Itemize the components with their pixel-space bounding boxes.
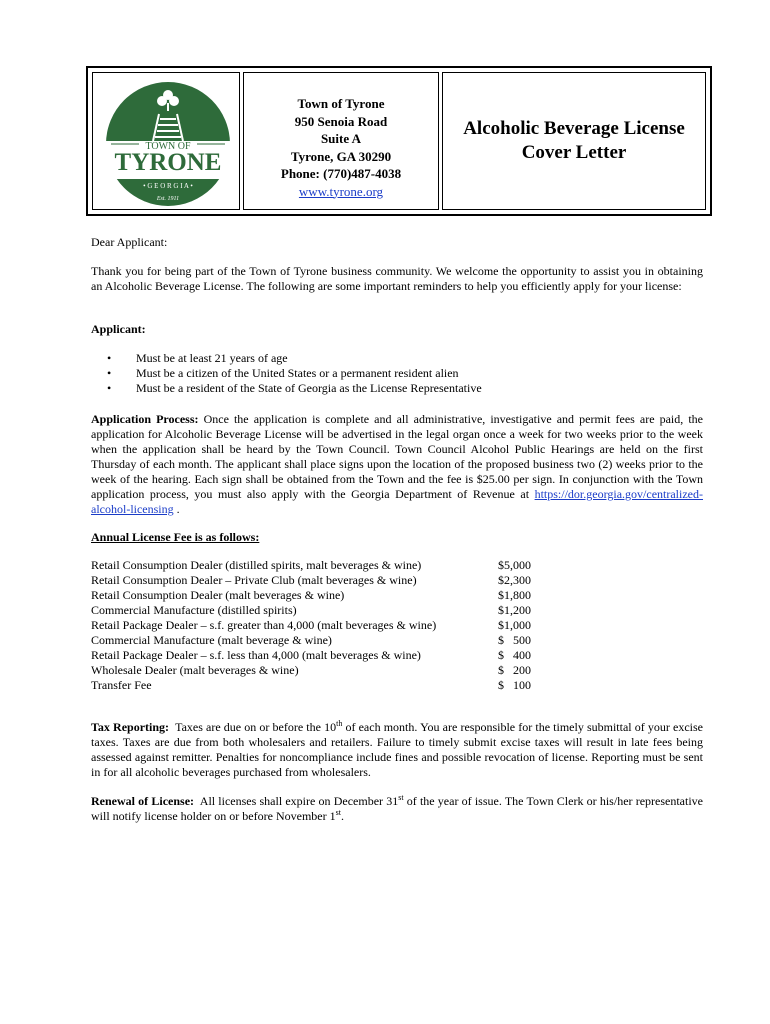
logo-est: Est. 1911 [156,196,180,202]
tax-superscript: th [336,719,343,728]
town-seal-logo [103,79,233,209]
fee-amount: $1,800 [498,588,531,602]
applicant-requirements-list [91,351,703,396]
process-end: . [173,502,180,516]
logo-town-of: TOWN OF [145,141,191,152]
phone: Phone: (770)487-4038 [280,166,402,181]
table-row [91,633,541,648]
title-cell [442,72,706,210]
tax-text-start: Taxes are due on or before the 10 [169,720,337,734]
tax-reporting-paragraph [91,720,703,780]
fee-name: Retail Consumption Dealer (distilled spirits, malt beverages & wine) [91,558,422,572]
fee-name: Commercial Manufacture (malt beverage & wine) [91,633,332,647]
process-label: Application Process: [91,412,199,426]
table-row [91,648,541,663]
table-row [91,663,541,678]
tax-text-end: of each month. You are responsible for the timely submittal of your excise taxes. Taxes are due from both wholesalers and retailers. Failure to timely submit excise taxes will result in late fees being assessed against remitter. Penalties for noncompliance include fines and possible revocation of license. Reporting must be sent in for all alcoholic beverages purchased from wholesalers. [91,720,703,779]
renewal-superscript: st [335,808,341,817]
logo-georgia: • G E O R G I A • [143,182,193,190]
renewal-paragraph [91,794,703,824]
intro-paragraph: Thank you for being part of the Town of Tyrone business community. We welcome the opportunity to assist you in obtaining an Alcoholic Beverage License. The following are some important reminders to help you efficiently apply for your license: [91,264,703,293]
logo-tyrone: TYRONE [114,149,222,176]
applicant-heading: Applicant: [91,322,146,336]
fee-name: Wholesale Dealer (malt beverages & wine) [91,663,299,677]
address-cell [243,72,439,210]
fee-name: Retail Package Dealer – s.f. greater than 4,000 (malt beverages & wine) [91,618,437,632]
list-item: • Must be at least 21 years of age [91,351,703,366]
fee-amount: $ 500 [498,633,531,647]
fee-amount: $ 200 [498,663,531,677]
table-row [91,558,541,573]
tax-label: Tax Reporting: [91,720,170,734]
renewal-text-start: All licenses shall expire on December 31 [194,794,399,808]
fee-name: Retail Consumption Dealer (malt beverages & wine) [91,588,345,602]
table-row [91,588,541,603]
logo-cell [92,72,240,210]
fee-name: Retail Package Dealer – s.f. less than 4,000 (malt beverages & wine) [91,648,421,662]
document-title-line2: Cover Letter [521,142,627,163]
suite: Suite A [320,131,362,146]
fee-amount: $1,200 [498,603,531,617]
renewal-superscript: st [398,793,404,802]
fee-amount: $ 400 [498,648,531,662]
fee-amount: $5,000 [498,558,531,572]
dor-licensing-link[interactable]: https://dor.georgia.gov/centralized-alcohol-licensing [91,487,703,516]
fee-name: Commercial Manufacture (distilled spirits) [91,603,297,617]
renewal-text-end: . [340,809,344,823]
city-state-zip: Tyrone, GA 30290 [290,148,392,164]
fee-amount: $1,000 [498,618,531,632]
fee-name: Transfer Fee [91,678,152,692]
org-name: Town of Tyrone [297,96,385,111]
list-item: • Must be a resident of the State of Georgia as the License Representative [91,381,703,396]
application-process-paragraph [91,412,703,517]
license-fee-table [91,558,541,693]
fee-amount: $ 100 [498,678,531,692]
table-row [91,603,541,618]
fee-name: Retail Consumption Dealer – Private Club (malt beverages & wine) [91,573,417,587]
salutation: Dear Applicant: [91,235,168,249]
table-row [91,678,541,693]
process-text: Once the application is complete and all administrative, investigative and permit fees are paid, the application for Alcoholic Beverage License will be advertised in the legal organ once a week for two weeks prior to the week when the application shall be heard by the Town Council. Town Council Alcohol Public Hearings are held on the first Thursday of each month. The applicant shall place signs upon the location of the proposed business two (2) weeks prior to the week of the hearing. Each sign shall be obtained from the Town and the fee is $25.00 per sign. In conjunction with the Town application process, you must also apply with the Georgia Department of Revenue at [91,412,703,501]
renewal-label: Renewal of License: [91,794,195,808]
list-item: • Must be a citizen of the United States or a permanent resident alien [91,366,703,381]
fee-amount: $2,300 [498,573,531,587]
fee-heading: Annual License Fee is as follows: [91,530,260,544]
document-title-line1: Alcoholic Beverage License [463,118,685,139]
letterhead-box [86,66,712,216]
table-row [91,573,541,588]
renewal-text-mid: of the year of issue. The Town Clerk or his/her representative will notify license holder on or before November 1 [91,794,703,823]
street-address: 950 Senoia Road [294,113,388,129]
website-link[interactable]: www.tyrone.org [298,183,384,199]
table-row [91,618,541,633]
